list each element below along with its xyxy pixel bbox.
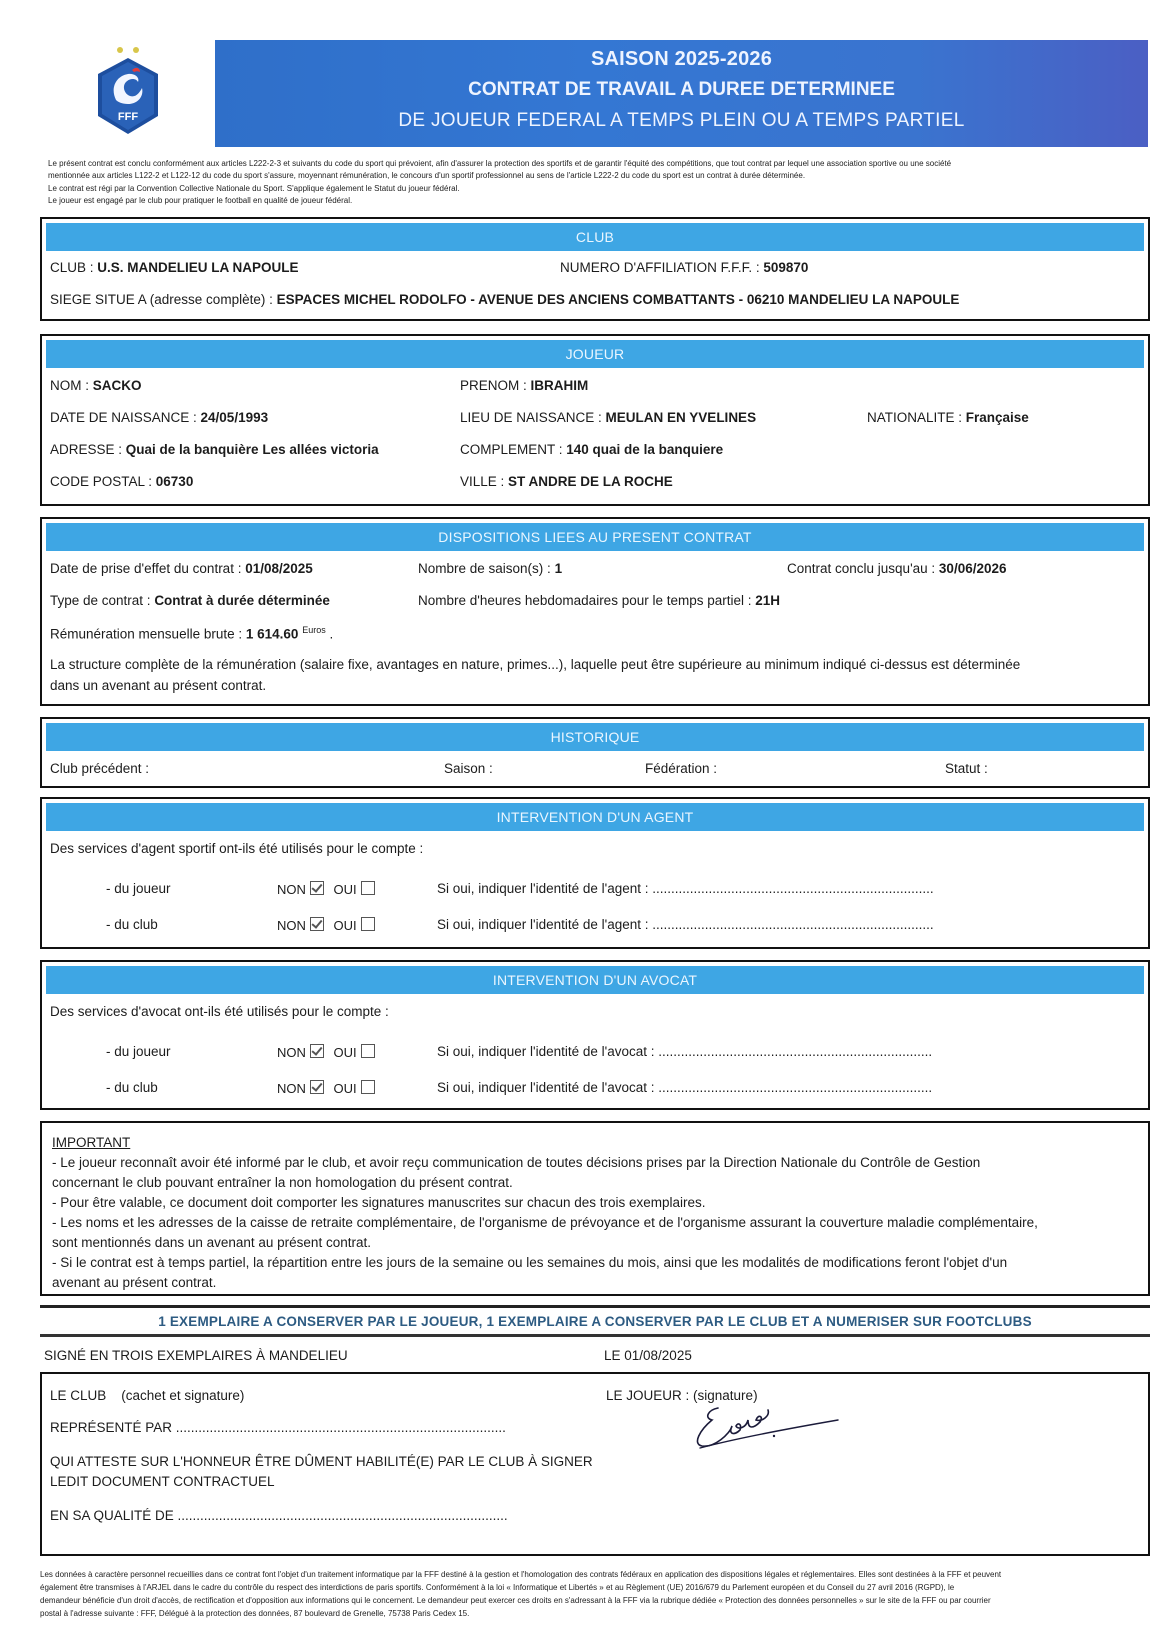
atteste-line: QUI ATTESTE SUR L'HONNEUR ÊTRE DÛMENT HABILITÉ(E) PAR LE CLUB À SIGNER — [50, 1454, 593, 1469]
important-line: concernant le club pouvant entraîner la non homologation du présent contrat. — [52, 1175, 513, 1190]
type-contrat-field: Type de contrat : Contrat à durée déterminée — [50, 593, 330, 608]
date-naissance-field: DATE DE NAISSANCE : 24/05/1993 — [50, 410, 269, 425]
siege-value: ESPACES MICHEL RODOLFO - AVENUE DES ANCIENS COMBATTANTS - 06210 MANDELIEU LA NAPOULE — [276, 292, 960, 307]
avocat-section — [40, 960, 1150, 1110]
club-signature-label: LE CLUB (cachet et signature) — [50, 1388, 245, 1403]
section-heading: INTERVENTION D'UN AGENT — [46, 803, 1144, 831]
agent-joueur-choice: NON OUI — [277, 881, 375, 897]
signature-section — [40, 1372, 1150, 1556]
section-heading: INTERVENTION D'UN AVOCAT — [46, 966, 1144, 994]
represente-par-field[interactable]: REPRÉSENTÉ PAR ........................................................................................ — [50, 1420, 506, 1435]
oui-checkbox[interactable] — [361, 881, 375, 895]
historique-section — [40, 717, 1150, 788]
structure-text-line: dans un avenant au présent contrat. — [50, 678, 267, 693]
header-banner — [215, 40, 1148, 147]
prenom-field: PRENOM : IBRAHIM — [460, 378, 589, 393]
preamble-line: Le joueur est engagé par le club pour pratiquer le football en qualité de joueur fédéral. — [48, 195, 353, 205]
club-section — [40, 217, 1150, 321]
contrat-jusqua-field: Contrat conclu jusqu'au : 30/06/2026 — [787, 561, 1007, 576]
non-checkbox[interactable] — [310, 1044, 324, 1058]
club-name-value: U.S. MANDELIEU LA NAPOULE — [97, 260, 299, 275]
svg-text:FFF: FFF — [117, 111, 139, 123]
preamble-line: Le présent contrat est conclu conformément aux articles L222-2-3 et suivants du code du sport qui prévoient, afin d'assurer la protection des sportifs et de garantir l'équité des compétitions, que tout contrat par lequel une association sportive ou une société — [48, 159, 952, 168]
avocat-identity-field[interactable]: Si oui, indiquer l'identité de l'avocat : ......................................................................... — [437, 1044, 933, 1059]
signing-place: SIGNÉ EN TROIS EXEMPLAIRES À MANDELIEU — [44, 1348, 348, 1363]
important-line: - Les noms et les adresses de la caisse de retraite complémentaire, de l'organisme de prévoyance et de l'organisme assurant la couverture maladie complémentaire, — [52, 1215, 1038, 1230]
siege-field: SIEGE SITUE A (adresse complète) : ESPACES MICHEL RODOLFO - AVENUE DES ANCIENS COMBATTANTS - 06210 MANDELIEU LA NAPOULE — [50, 292, 960, 307]
affiliation-field: NUMERO D'AFFILIATION F.F.F. : 509870 — [560, 260, 809, 275]
player-signature — [690, 1400, 840, 1460]
contract-subtitle: DE JOUEUR FEDERAL A TEMPS PLEIN OU A TEMPS PARTIEL — [398, 110, 965, 131]
important-line: - Pour être valable, ce document doit comporter les signatures manuscrites sur chacun des trois exemplaires. — [52, 1195, 706, 1210]
fff-rooster-crest-icon — [92, 44, 164, 136]
agent-row-label: - du club — [106, 917, 158, 932]
federation-label: Fédération : — [645, 761, 718, 776]
nombre-saisons-field: Nombre de saison(s) : 1 — [418, 561, 563, 576]
nationalite-field: NATIONALITE : Française — [867, 410, 1029, 425]
signing-date: LE 01/08/2025 — [604, 1348, 692, 1363]
copies-notice: 1 EXEMPLAIRE A CONSERVER PAR LE JOUEUR, 1 EXEMPLAIRE A CONSERVER PAR LE CLUB ET A NUMERISER SUR FOOTCLUBS — [40, 1305, 1150, 1337]
agent-identity-field[interactable]: Si oui, indiquer l'identité de l'agent : ........................................................................... — [437, 917, 934, 932]
avocat-row-label: - du joueur — [106, 1044, 171, 1059]
non-checkbox[interactable] — [310, 881, 324, 895]
contract-title: CONTRAT DE TRAVAIL A DUREE DETERMINEE — [468, 79, 895, 100]
dispositions-section — [40, 517, 1150, 706]
important-line: avenant au présent contrat. — [52, 1275, 217, 1290]
data-protection-notice — [40, 1568, 1150, 1620]
lieu-naissance-field: LIEU DE NAISSANCE : MEULAN EN YVELINES — [460, 410, 757, 425]
section-heading: HISTORIQUE — [46, 723, 1144, 751]
nationalite-value: Française — [965, 410, 1029, 425]
ville-field: VILLE : ST ANDRE DE LA ROCHE — [460, 474, 673, 489]
affiliation-value: 509870 — [763, 260, 809, 275]
remuneration-unit: Euros — [302, 625, 326, 635]
nom-field: NOM : SACKO — [50, 378, 142, 393]
oui-checkbox[interactable] — [361, 917, 375, 931]
adresse-field: ADRESSE : Quai de la banquière Les allées victoria — [50, 442, 379, 457]
fff-logo — [92, 44, 164, 136]
ville-value: ST ANDRE DE LA ROCHE — [508, 474, 673, 489]
section-heading: CLUB — [46, 223, 1144, 251]
avocat-row-label: - du club — [106, 1080, 158, 1095]
joueur-section — [40, 334, 1150, 506]
section-heading: JOUEUR — [46, 340, 1144, 368]
season-title: SAISON 2025-2026 — [590, 48, 773, 70]
important-section — [40, 1121, 1150, 1296]
footer-line: postal à l'adresse suivante : FFF, Délégué à la protection des données, 87 boulevard de Grenelle, 75738 Paris Cedex 15. — [40, 1609, 470, 1618]
avocat-question: Des services d'avocat ont-ils été utilisés pour le compte : — [50, 1004, 389, 1019]
agent-row-label: - du joueur — [106, 881, 171, 896]
club-name-field: CLUB : U.S. MANDELIEU LA NAPOULE — [50, 260, 299, 275]
footer-line: Les données à caractère personnel recueillies dans ce contrat font l'objet d'un traitement informatique par la FFF destiné à la gestion et l'homologation des contrats fédéraux en application des dispositions légales et réglementaires. Elles sont destinées à la FFF et peuvent — [40, 1570, 1002, 1579]
remuneration-field: Rémunération mensuelle brute : 1 614.60 $^{Euros}$ . — [50, 625, 334, 642]
avocat-joueur-choice: NON OUI — [277, 1044, 375, 1060]
saison-label: Saison : — [444, 761, 493, 776]
complement-field: COMPLEMENT : 140 quai de la banquiere — [460, 442, 724, 457]
qualite-field[interactable]: EN SA QUALITÉ DE ........................................................................................ — [50, 1508, 508, 1523]
prenom-value: IBRAHIM — [530, 378, 589, 393]
heures-value: 21H — [755, 593, 781, 608]
contrat-jusqua-value: 30/06/2026 — [938, 561, 1007, 576]
code-postal-value: 06730 — [155, 474, 194, 489]
remuneration-value: 1 614.60 — [245, 626, 299, 642]
code-postal-field: CODE POSTAL : 06730 — [50, 474, 194, 489]
type-contrat-value: Contrat à durée déterminée — [154, 593, 330, 608]
oui-checkbox[interactable] — [361, 1044, 375, 1058]
agent-club-choice: NON OUI — [277, 917, 375, 933]
nom-value: SACKO — [92, 378, 142, 393]
lieu-naissance-value: MEULAN EN YVELINES — [605, 410, 757, 425]
date-effet-field: Date de prise d'effet du contrat : 01/08/2025 — [50, 561, 313, 576]
statut-label: Statut : — [945, 761, 988, 776]
agent-question: Des services d'agent sportif ont-ils été utilisés pour le compte : — [50, 841, 424, 856]
avocat-identity-field[interactable]: Si oui, indiquer l'identité de l'avocat : ......................................................................... — [437, 1080, 933, 1095]
important-line: - Si le contrat est à temps partiel, la répartition entre les jours de la semaine ou les semaines du mois, ainsi que les modalités de modifications feront l'objet d'un — [52, 1255, 1008, 1270]
heures-field: Nombre d'heures hebdomadaires pour le temps partiel : 21H — [418, 593, 781, 608]
adresse-value: Quai de la banquière Les allées victoria — [125, 442, 379, 457]
agent-identity-field[interactable]: Si oui, indiquer l'identité de l'agent : ........................................................................... — [437, 881, 934, 896]
avocat-club-choice: NON OUI — [277, 1080, 375, 1096]
agent-section — [40, 797, 1150, 949]
atteste-line: LEDIT DOCUMENT CONTRACTUEL — [50, 1474, 275, 1489]
footer-line: demandeur bénéficie d'un droit d'accès, de rectification et d'opposition aux informations qui le concernent. Le demandeur peut exercer ces droits en s'adressant à la FFF via la rubrique dédiée « Protection des données personnelles » sur le site de la FFF ou par courrier — [40, 1596, 991, 1605]
preamble — [48, 158, 1148, 207]
nombre-saisons-value: 1 — [554, 561, 563, 576]
important-title: IMPORTANT — [52, 1135, 131, 1150]
preamble-line: mentionnée aux articles L122-2 et L122-12 du code du sport s'assure, moyennant rémunération, le concours d'un sportif professionnel au sens de l'article L222-2 du code du sport est un contrat à durée déterminée. — [48, 171, 806, 181]
important-line: - Le joueur reconnaît avoir été informé par le club, et avoir reçu communication de toutes décisions prises par la Direction Nationale du Contrôle de Gestion — [52, 1155, 981, 1170]
date-effet-value: 01/08/2025 — [245, 561, 313, 576]
non-checkbox[interactable] — [310, 917, 324, 931]
section-heading: DISPOSITIONS LIEES AU PRESENT CONTRAT — [46, 523, 1144, 551]
complement-value: 140 quai de la banquiere — [566, 442, 724, 457]
date-naissance-value: 24/05/1993 — [200, 410, 269, 425]
footer-line: également être transmises à l'ARJEL dans le cadre du contrôle du respect des interdictions de paris sportifs. Conformément à la loi « Informatique et Libertés » et au Règlement (UE) 2016/679 du Parlement européen et du Conseil du 27 avril 2016 (RGPD), le — [40, 1583, 955, 1592]
club-precedent-label: Club précédent : — [50, 761, 150, 776]
oui-checkbox[interactable] — [361, 1080, 375, 1094]
structure-text-line: La structure complète de la rémunération (salaire fixe, avantages en nature, primes...), laquelle peut être supérieure au minimum indiqué ci-dessus est déterminée — [50, 657, 1021, 672]
joueur-signature-label: LE JOUEUR : (signature) — [606, 1388, 758, 1403]
important-line: sont mentionnés dans un avenant au présent contrat. — [52, 1235, 371, 1250]
non-checkbox[interactable] — [310, 1080, 324, 1094]
preamble-line: Le contrat est régi par la Convention Collective Nationale du Sport. S'applique également le Statut du joueur fédéral. — [48, 183, 460, 193]
